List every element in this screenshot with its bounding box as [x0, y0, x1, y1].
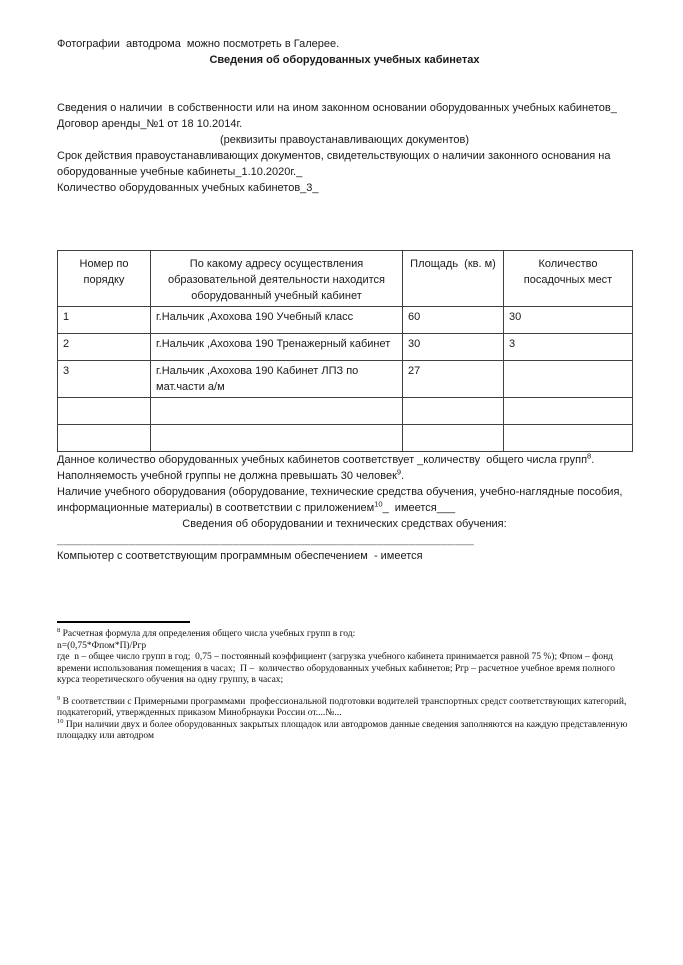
page-title: Сведения об оборудованных учебных кабинетах [209, 54, 480, 66]
validity-paragraph: Срок действия правоустанавливающих документов, свидетельствующих о наличии законного основания на оборудованные учебные кабинеты_1.10.2020г._ [57, 150, 614, 178]
table-row [58, 307, 633, 334]
cabinet-count-line: Количество оборудованных учебных кабинетов_3_ [57, 182, 319, 194]
cell-number [58, 398, 151, 425]
ownership-line-2: Договор аренды_№1 от 18 10.2014г. [57, 118, 243, 130]
footnote-8-line-1 [57, 626, 632, 641]
blank-fill-line: ________________________________________________________________ [57, 534, 475, 546]
cell-number: 3 [58, 361, 151, 398]
cell-seats [504, 425, 633, 452]
equipment-text-1: Наличие учебного оборудования (оборудование, технические средства обучения, учебно-наглядные пособия, информационные материалы) в соответствии с приложением [57, 486, 626, 514]
footnote-ref-8: 8 [587, 451, 592, 461]
cell-number [58, 425, 151, 452]
cell-address [151, 398, 403, 425]
cell-address: г.Нальчик ,Ахохова 190 Кабинет ЛПЗ по мат.части а/м [151, 361, 403, 398]
equipment-section-title: Сведения об оборудовании и технических средствах обучения: [182, 518, 507, 530]
table-row [58, 361, 633, 398]
cell-address [151, 425, 403, 452]
cell-area: 30 [403, 334, 504, 361]
cell-seats: 3 [504, 334, 633, 361]
groups-count-paragraph [57, 452, 632, 484]
header-seats: Количество посадочных мест [504, 251, 633, 307]
footnote-8-explanation: где n – общее число групп в год; 0,75 – постоянный коэффициент (загрузка учебного кабинета принимается равной 75 %); Фпом – фонд времени использования помещения в часах; П – количество оборудованных учебных кабинетов; Ргр – расчетное учебное время полного курса теоретического обучения на одну группу, в часах; [57, 652, 618, 685]
footnote-10-text: При наличии двух и более оборудованных закрытых площадок или автодромов данные сведения заполняются на каждую представленную площадку или автодром [57, 719, 630, 741]
groups-text-2: . Наполняемость учебной группы не должна превышать 30 человек [57, 454, 598, 482]
cell-area [403, 398, 504, 425]
table-row [58, 334, 633, 361]
footnote-8-marker: 8 [57, 626, 61, 634]
ownership-line-1: Сведения о наличии в собственности или на ином законном основании оборудованных учебных кабинетов_ [57, 102, 617, 114]
table-header-row [58, 251, 633, 307]
cell-seats [504, 361, 633, 398]
cell-seats [504, 398, 633, 425]
footnote-9 [57, 694, 632, 720]
cell-address: г.Нальчик ,Ахохова 190 Учебный класс [151, 307, 403, 334]
footnote-9-marker: 9 [57, 694, 61, 702]
gallery-note: Фотографии автодрома можно посмотреть в Галерее. [57, 38, 340, 50]
equipment-text-2: _ имеется___ [382, 502, 456, 514]
table-row-empty [58, 425, 633, 452]
requisites-caption: (реквизиты правоустанавливающих документов) [219, 134, 470, 146]
footnote-ref-9: 9 [396, 467, 402, 477]
cell-number: 1 [58, 307, 151, 334]
footnote-separator [57, 621, 190, 623]
groups-text-3: . [401, 470, 405, 482]
footnote-9-text: В соответствии с Примерными программами профессиональной подготовки водителей транспортных средст соответствующих категорий, подкатегорий, утвержденных приказом Минобрнауки России от....№... [57, 696, 629, 718]
cell-address: г.Нальчик ,Ахохова 190 Тренажерный кабинет [151, 334, 403, 361]
cell-area: 60 [403, 307, 504, 334]
footnote-10-marker: 10 [57, 717, 64, 725]
footnote-8-text-1: Расчетная формула для определения общего числа учебных групп в год: [60, 629, 356, 639]
header-number: Номер по порядку [58, 251, 151, 307]
groups-text-1: Данное количество оборудованных учебных кабинетов соответствует _количеству общего числа групп [57, 454, 588, 466]
cabinets-table [57, 250, 633, 452]
ownership-paragraph [57, 100, 632, 132]
computer-line: Компьютер с соответствующим программным обеспечением - имеется [57, 550, 423, 562]
footnote-ref-10: 10 [374, 499, 383, 509]
cell-seats: 30 [504, 307, 633, 334]
cell-number: 2 [58, 334, 151, 361]
footnote-10 [57, 717, 632, 743]
cell-area: 27 [403, 361, 504, 398]
footnotes [57, 626, 632, 743]
header-address: По какому адресу осуществления образовательной деятельности находится оборудованный учебный кабинет [151, 251, 403, 307]
cell-area [403, 425, 504, 452]
header-area: Площадь (кв. м) [403, 251, 504, 307]
table-row-empty [58, 398, 633, 425]
footnote-8-formula: n=(0,75*Фпом*П)/Ргр [57, 640, 147, 651]
equipment-availability-paragraph [57, 484, 632, 516]
